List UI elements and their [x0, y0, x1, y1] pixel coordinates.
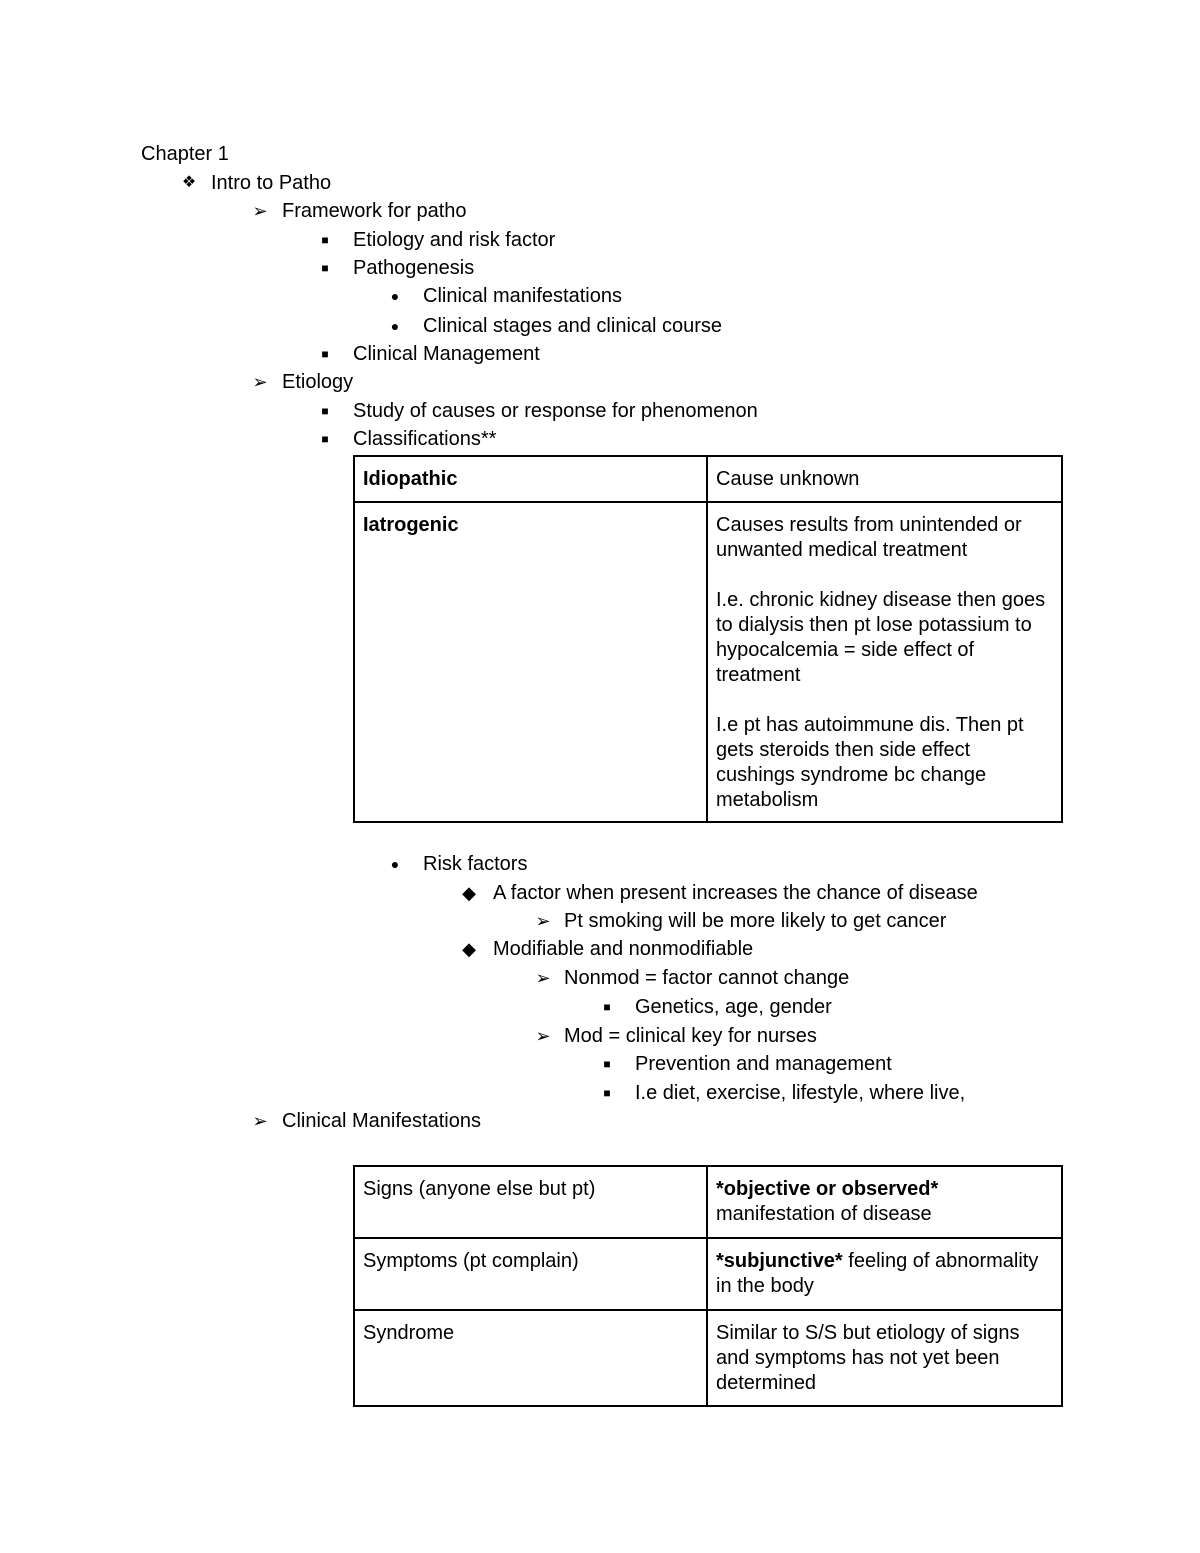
description-text: Similar to S/S but etiology of signs and symptoms has not yet been determined [716, 1322, 1020, 1394]
arrow-bullet-icon: ➢ [252, 1111, 268, 1131]
table-cell-term [354, 1238, 707, 1310]
outline-text: Pathogenesis [353, 257, 475, 279]
manifestation-table [353, 1165, 1063, 1407]
square-bullet-icon: ■ [321, 432, 329, 446]
square-bullet-icon: ■ [603, 1086, 611, 1100]
emphasis-text: *subjunctive* [716, 1250, 843, 1272]
table-cell-term [354, 502, 707, 822]
term-label: Syndrome [363, 1322, 455, 1344]
arrow-bullet-icon: ➢ [252, 372, 268, 392]
outline-text: Study of causes or response for phenomenon [353, 400, 758, 422]
arrow-bullet-icon: ➢ [535, 911, 551, 931]
table-row [354, 1310, 1062, 1406]
emphasis-text: *objective or observed* [716, 1178, 939, 1200]
table-row [354, 502, 1062, 822]
square-bullet-icon: ■ [603, 1057, 611, 1071]
description-text: I.e. chronic kidney disease then goes to dialysis then pt lose potassium to hypocalcemia = side effect of treatment [716, 589, 1046, 686]
outline-text: Pt smoking will be more likely to get cancer [564, 910, 947, 932]
four-diamond-bullet-icon: ❖ [181, 174, 197, 191]
outline-text: Clinical Manifestations [282, 1110, 481, 1132]
outline-text: Intro to Patho [211, 172, 332, 194]
table-cell-term [354, 1310, 707, 1406]
dot-bullet-icon: ● [390, 318, 400, 334]
chapter-title-text: Chapter 1 [141, 143, 229, 165]
outline-text: Clinical stages and clinical course [423, 315, 723, 337]
term-label: Iatrogenic [363, 514, 459, 536]
description-text: I.e pt has autoimmune dis. Then pt gets steroids then side effect cushings syndrome bc change metabolism [716, 714, 1024, 811]
dot-bullet-icon: ● [390, 288, 400, 304]
table-cell-description [707, 1238, 1062, 1310]
square-bullet-icon: ■ [321, 261, 329, 275]
table-cell-description [707, 1166, 1062, 1238]
table-cell-term [354, 456, 707, 502]
outline-text: Framework for patho [282, 200, 467, 222]
dot-bullet-icon: ● [390, 856, 400, 872]
diamond-bullet-icon: ◆ [462, 883, 476, 903]
outline-text: Etiology and risk factor [353, 229, 556, 251]
table-row [354, 456, 1062, 502]
term-label: Idiopathic [363, 468, 458, 490]
table-row [354, 1238, 1062, 1310]
outline-text: Genetics, age, gender [635, 996, 832, 1018]
outline-text: Etiology [282, 371, 354, 393]
square-bullet-icon: ■ [321, 404, 329, 418]
outline-text: A factor when present increases the chance of disease [493, 882, 978, 904]
arrow-bullet-icon: ➢ [535, 968, 551, 988]
description-text: Causes results from unintended or unwanted medical treatment [716, 514, 1022, 561]
outline-text: Nonmod = factor cannot change [564, 967, 850, 989]
table-row [354, 1166, 1062, 1238]
outline-text: Classifications** [353, 428, 497, 450]
classification-table [353, 455, 1063, 823]
outline-text: Risk factors [423, 853, 528, 875]
arrow-bullet-icon: ➢ [535, 1026, 551, 1046]
arrow-bullet-icon: ➢ [252, 201, 268, 221]
outline-text: Mod = clinical key for nurses [564, 1025, 817, 1047]
description-text: feeling of abnormality in the body [716, 1250, 1039, 1297]
description-text: Cause unknown [716, 468, 860, 490]
outline-text: Modifiable and nonmodifiable [493, 938, 754, 960]
outline-text: I.e diet, exercise, lifestyle, where live, [635, 1082, 966, 1104]
outline-text: Prevention and management [635, 1053, 892, 1075]
square-bullet-icon: ■ [321, 233, 329, 247]
table-cell-description [707, 502, 1062, 822]
square-bullet-icon: ■ [321, 347, 329, 361]
table-cell-term [354, 1166, 707, 1238]
diamond-bullet-icon: ◆ [462, 939, 476, 959]
term-label: Signs (anyone else but pt) [363, 1178, 596, 1200]
outline-text: Clinical manifestations [423, 285, 622, 307]
description-text: manifestation of disease [716, 1203, 932, 1225]
square-bullet-icon: ■ [603, 1000, 611, 1014]
chapter-title [141, 140, 229, 168]
table-cell-description [707, 456, 1062, 502]
term-label: Symptoms (pt complain) [363, 1250, 579, 1272]
outline-text: Clinical Management [353, 343, 540, 365]
table-cell-description [707, 1310, 1062, 1406]
